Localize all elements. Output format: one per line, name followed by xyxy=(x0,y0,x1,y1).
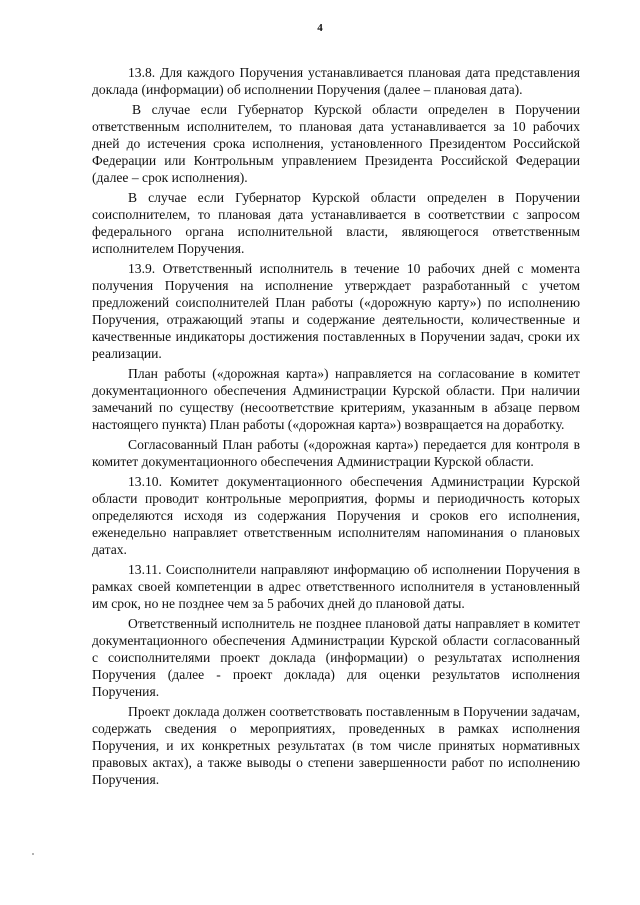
paragraph-draft-report: Ответственный исполнитель не позднее плановой даты направляет в комитет документационного обеспечения Администрации Курской области согласованный с соисполнителями проект доклада (информации) о результатах исполнения Поручения (далее - проект доклада) для оценки результатов исполнения Поручения. xyxy=(92,616,580,699)
paragraph-roadmap-approval: План работы («дорожная карта») направляется на согласование в комитет документационного обеспечения Администрации Курской области. При наличии замечаний по существу (несоответствие критериям, указанным в абзаце первом настоящего пункта) План работы («дорожная карта») возвращается на доработку. xyxy=(92,366,580,432)
paragraph-13-8: 13.8. Для каждого Поручения устанавливается плановая дата представления доклада (информации) об исполнении Поручения (далее – плановая дата). xyxy=(92,65,580,97)
paragraph-roadmap-control: Согласованный План работы («дорожная карта») передается для контроля в комитет документационного обеспечения Администрации Курской области. xyxy=(92,437,580,469)
paragraph-co-executor: В случае если Губернатор Курской области определен в Поручении соисполнителем, то плановая дата устанавливается в соответствии с запросом федерального органа исполнительной власти, являющегося ответственным исполнителем Поручения. xyxy=(92,190,580,256)
document-body xyxy=(92,64,580,791)
paragraph-responsible-executor: В случае если Губернатор Курской области определен в Поручении ответственным исполнителем, то плановая дата устанавливается за 10 рабочих дней до истечения срока исполнения, установленного Президентом Российской Федерации или Контрольным управлением Президента Российской Федерации (далее – срок исполнения). xyxy=(92,102,580,185)
paragraph-13-11: 13.11. Соисполнители направляют информацию об исполнении Поручения в рамках своей компетенции в адрес ответственного исполнителя в установленный им срок, но не позднее чем за 5 рабочих дней до плановой даты. xyxy=(92,562,580,611)
scan-artifact xyxy=(32,853,34,855)
page-number: 4 xyxy=(317,22,323,34)
paragraph-13-9: 13.9. Ответственный исполнитель в течение 10 рабочих дней с момента получения Поручения на исполнение утверждает разработанный с учетом предложений соисполнителей План работы («дорожную карту») по исполнению Поручения, отражающий этапы и содержание деятельности, количественные и качественные индикаторы достижения поставленных в Поручении задач, сроки их реализации. xyxy=(92,261,580,361)
paragraph-13-10: 13.10. Комитет документационного обеспечения Администрации Курской области проводит контрольные мероприятия, формы и периодичность которых определяются исходя из содержания Поручения и сроков его исполнения, еженедельно направляет ответственным исполнителям напоминания о плановых датах. xyxy=(92,474,580,557)
paragraph-draft-requirements: Проект доклада должен соответствовать поставленным в Поручении задачам, содержать сведения о мероприятиях, проведенных в рамках исполнения Поручения, и их конкретных результатах (в том числе принятых нормативных правовых актах), а также выводы о степени завершенности работ по исполнению Поручения. xyxy=(92,704,580,787)
